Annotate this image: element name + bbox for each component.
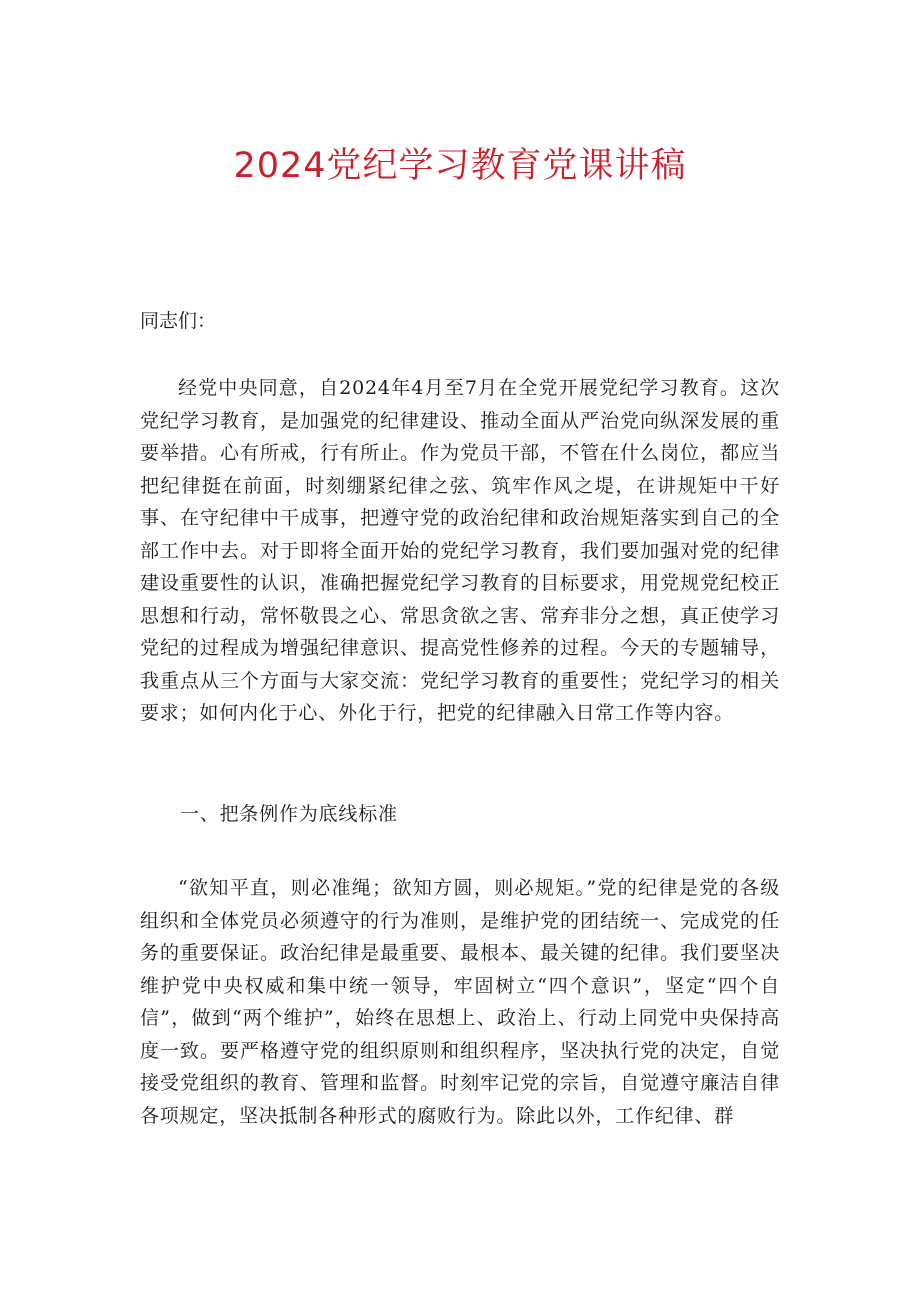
salutation: 同志们： [140,310,217,332]
paragraph-intro: 经党中央同意，自2024年4月至7月在全党开展党纪学习教育。这次党纪学习教育，是加强党的纪律建设、推动全面从严治党向纵深发展的重要举措。心有所戒，行有所止。作为党员干部，不管在什么岗位，都应当把纪律挺在前面，时刻绷紧纪律之弦、筑牢作风之堤，在讲规矩中干好事、在守纪律中干成事，把遵守党的政治纪律和政治规矩落实到自己的全部工作中去。对于即将全面开始的党纪学习教育，我们要加强对党的纪律建设重要性的认识，准确把握党纪学习教育的目标要求，用党规党纪校正思想和行动，常怀敬畏之心、常思贪欲之害、常弃非分之想，真正使学习党纪的过程成为增强纪律意识、提高党性修养的过程。今天的专题辅导，我重点从三个方面与大家交流：党纪学习教育的重要性；党纪学习的相关要求；如何内化于心、外化于行，把党的纪律融入日常工作等内容。 [140,377,780,724]
paragraph-section-1: “欲知平直，则必准绳；欲知方圆，则必规矩。”党的纪律是党的各级组织和全体党员必须遵守的行为准则，是维护党的团结统一、完成党的任务的重要保证。政治纪律是最重要、最根本、最关键的纪律。我们要坚决维护党中央权威和集中统一领导，牢固树立“四个意识”，坚定“四个自信”，做到“两个维护”，始终在思想上、政治上、行动上同党中央保持高度一致。要严格遵守党的组织原则和组织程序，坚决执行党的决定，自觉接受党组织的教育、管理和监督。时刻牢记党的宗旨，自觉遵守廉洁自律各项规定，坚决抵制各种形式的腐败行为。除此以外，工作纪律、群 [140,877,780,1127]
document-title: 2024党纪学习教育党课讲稿 [233,146,687,186]
section-heading-1: 一、把条例作为底线标准 [180,803,398,825]
